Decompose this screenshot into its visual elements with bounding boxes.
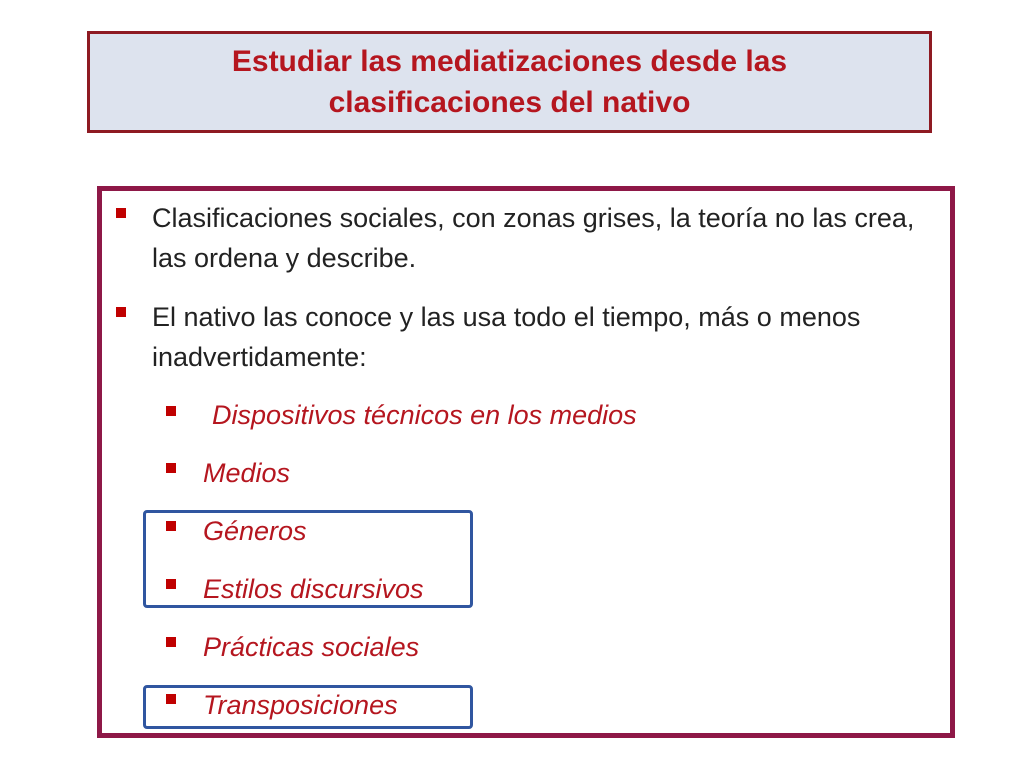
bullet-square-icon — [116, 208, 126, 218]
highlight-box-transposiciones — [143, 685, 473, 729]
highlight-box-generos-estilos — [143, 510, 473, 608]
bullet-square-icon — [116, 307, 126, 317]
sub-item-practicas: Prácticas sociales — [203, 632, 420, 662]
sub-item-generos: Géneros — [203, 516, 307, 546]
sub-item-medios: Medios — [203, 458, 291, 488]
sub-item-dispositivos: Dispositivos técnicos en los medios — [212, 400, 637, 430]
sub-bullet-square-icon — [166, 637, 176, 647]
sub-item-estilos: Estilos discursivos — [203, 574, 424, 604]
slide-title: Estudiar las mediatizaciones desde las clasificaciones del nativo — [231, 45, 788, 119]
sub-bullet-square-icon — [166, 406, 176, 416]
bullet-item-2: El nativo las conoce y las usa todo el tiempo, más o menos inadvertidamente: — [152, 302, 861, 372]
title-box — [87, 31, 932, 133]
sub-bullet-square-icon — [166, 463, 176, 473]
sub-item-transposiciones: Transposiciones — [203, 690, 398, 720]
bullet-item-1: Clasificaciones sociales, con zonas grises, la teoría no las crea, las ordena y describe. — [152, 203, 915, 273]
